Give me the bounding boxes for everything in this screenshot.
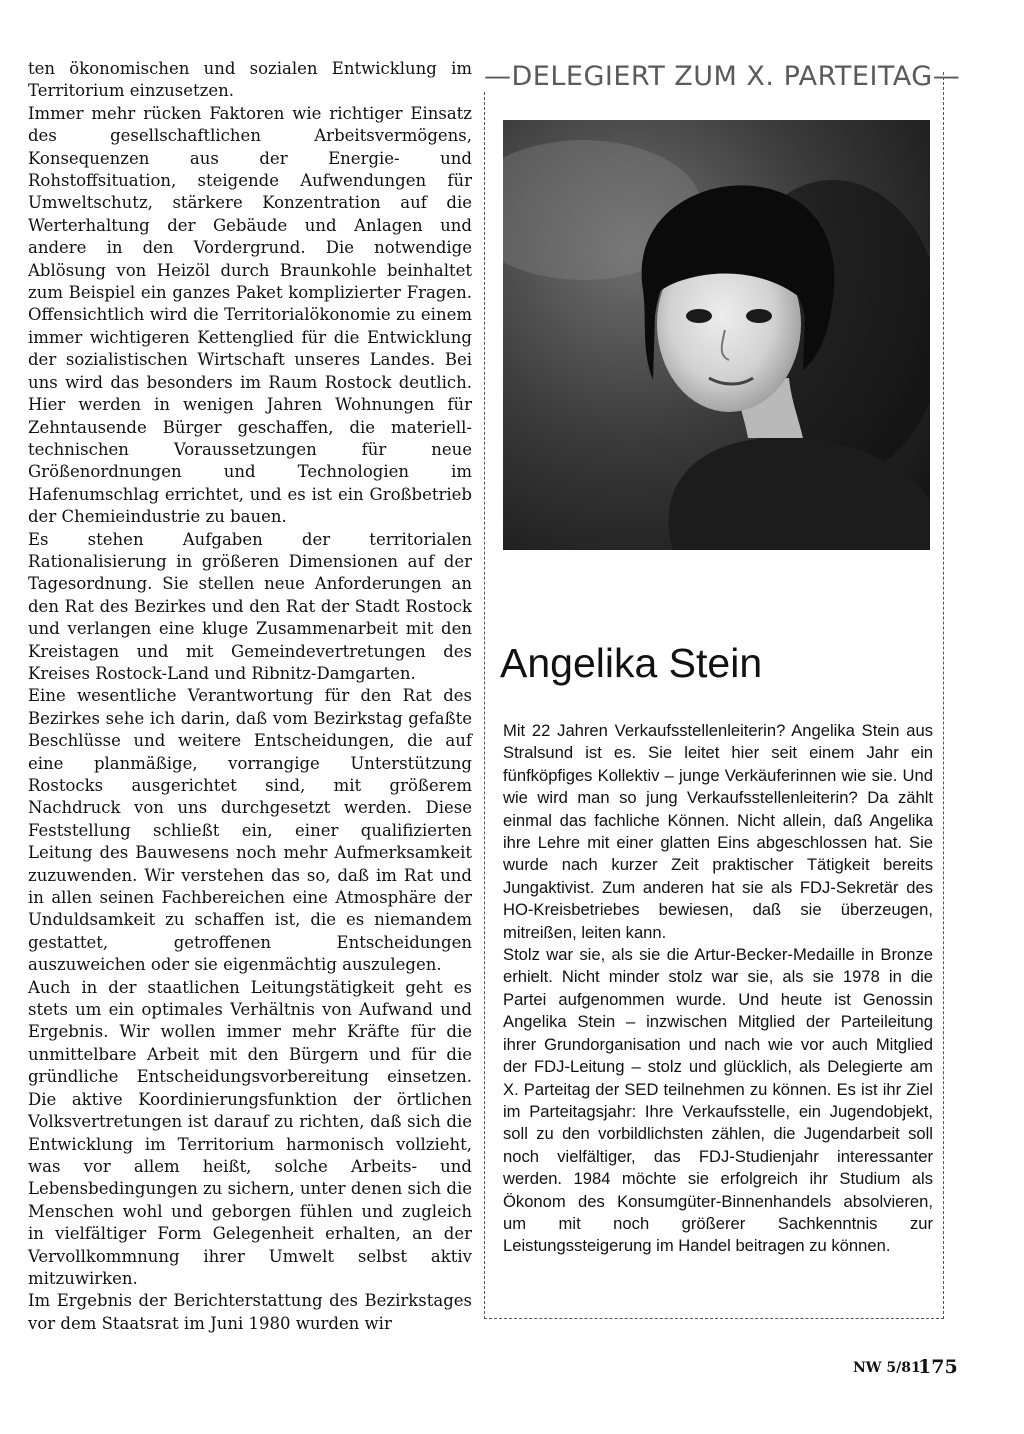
issue-reference: NW 5/81 [853,1360,921,1376]
bio-paragraph: Stolz war sie, als sie die Artur-Becker-Medaille in Bronze erhielt. Nicht minder stolz war sie, als sie 1978 in die Partei aufgenommen wurde. Und heute ist Genossin Angelika Stein – inzwischen Mitglied der Parteileitung ihrer Grundorganisation und nach wie vor auch Mitglied der FDJ-Leitung – stolz und glücklich, als Delegierte am X. Parteitag der SED teilnehmen zu können. Es ist ihr Ziel im Parteitagsjahr: Ihre Verkaufsstelle, ein Jugendobjekt, soll zu den vorbildlichsten zählen, die Jugendarbeit soll noch vielfältiger, das FDJ-Studienjahr interessanter werden. 1984 möchte sie erfolgreich ihr Studium als Ökonom des Konsumgüter-Binnenhandels absolvieren, um mit noch größerer Sachkenntnis zur Leistungssteigerung im Handel beitragen zu können. [503,945,933,1256]
delegate-bio [503,720,933,1258]
article-column [28,58,472,1335]
article-paragraph: ten ökonomischen und sozialen Entwicklung im Territorium einzusetzen. [28,59,472,101]
article-paragraph: Es stehen Aufgaben der territorialen Rationalisierung in größeren Dimensionen auf der Tagesordnung. Sie stellen neue Anforderungen an den Rat des Bezirkes und den Rat der Stadt Rostock und verlangen eine kluge Zusammenarbeit mit den Kreistagen und mit Gemeindevertretungen des Kreises Rostock-Land und Ribnitz-Damgarten. [28,529,472,683]
page-number: 175 [918,1356,958,1378]
article-paragraph: Eine wesentliche Verantwortung für den Rat des Bezirkes sehe ich darin, daß vom Bezirkstag gefaßte Beschlüsse und weitere Entscheidungen, die auf eine planmäßige, vorrangige Unterstützung Rostocks ausgerichtet sind, mit größerem Nachdruck von uns durchgesetzt werden. Diese Feststellung schließt ein, einer qualifizierten Leitung des Bauwesens noch mehr Aufmerksamkeit zuzuwenden. Wir verstehen das so, daß im Rat und in allen seinen Fachbereichen eine Atmosphäre der Unduldsamkeit zu schaffen ist, die es niemandem gestattet, getroffenen Entscheidungen auszuweichen oder sie eigenmächtig auszulegen. [28,686,472,975]
article-paragraph: Auch in der staatlichen Leitungstätigkeit geht es stets um ein optimales Verhältnis von Aufwand und Ergebnis. Wir wollen immer mehr Kräfte für die unmittelbare Arbeit mit den Bürgern und für die gründliche Entscheidungsvorbereitung einsetzen. Die aktive Koordinierungsfunktion der örtlichen Volksvertretungen ist darauf zu richten, daß sich die Entwicklung im Territorium harmonisch vollzieht, was vor allem heißt, solche Arbeits- und Lebensbedingungen zu sichern, unter denen sich die Menschen wohl und geborgen fühlen und zugleich in vielfältiger Form Gelegenheit erhalten, an der Vervollkommnung ihrer Umwelt selbst aktiv mitzuwirken. [28,977,472,1288]
bio-paragraph: Mit 22 Jahren Verkaufsstellenleiterin? Angelika Stein aus Stralsund ist es. Sie leitet hier seit einem Jahr ein fünfköpfiges Kollektiv – junge Verkäuferinnen wie sie. Und wie wird man so jung Verkaufsstellenleiterin? Da zählt einmal das fachliche Können. Nicht allein, daß Angelika ihre Lehre mit einer glatten Eins abgeschlossen hat. Sie wurde nach kurzer Zeit praktischer Tätigkeit bereits Jungaktivist. Zum anderen hat sie als FDJ-Sekretär des HO-Kreisbetriebes bewiesen, daß sie überzeugen, mitreißen, leiten kann. [503,721,933,942]
article-paragraph: Im Ergebnis der Berichterstattung des Bezirkstages vor dem Staatsrat im Juni 1980 wurden wir [28,1291,472,1333]
article-paragraph: Immer mehr rücken Faktoren wie richtiger Einsatz des gesellschaftlichen Arbeitsvermögens, Konsequenzen aus der Energie- und Rohstoffsituation, steigende Aufwendungen für Umweltschutz, stärkere Konzentration auf die Werterhaltung der Gebäude und Anlagen und andere in den Vordergrund. Die notwendige Ablösung von Heizöl durch Braunkohle beinhaltet zum Beispiel ein ganzes Paket komplizierter Fragen. Offensichtlich wird die Territorialökonomie zu einem immer wichtigeren Kettenglied für die Entwicklung der sozialistischen Wirtschaft unseres Landes. Bei uns wird das besonders im Raum Rostock deutlich. Hier werden in wenigen Jahren Wohnungen für Zehntausende Bürger geschaffen, die materiell-technischen Voraussetzungen für neue Größenordnungen und Technologien im Hafenumschlag errichtet, und es ist ein Großbetrieb der Chemieindustrie zu bauen. [28,103,472,527]
heading-text: DELEGIERT ZUM X. PARTEITAG [511,61,933,92]
portrait-photo [503,120,930,550]
delegate-box-heading: —DELEGIERT ZUM X. PARTEITAG— [484,61,961,92]
delegate-name: Angelika Stein [500,640,763,686]
